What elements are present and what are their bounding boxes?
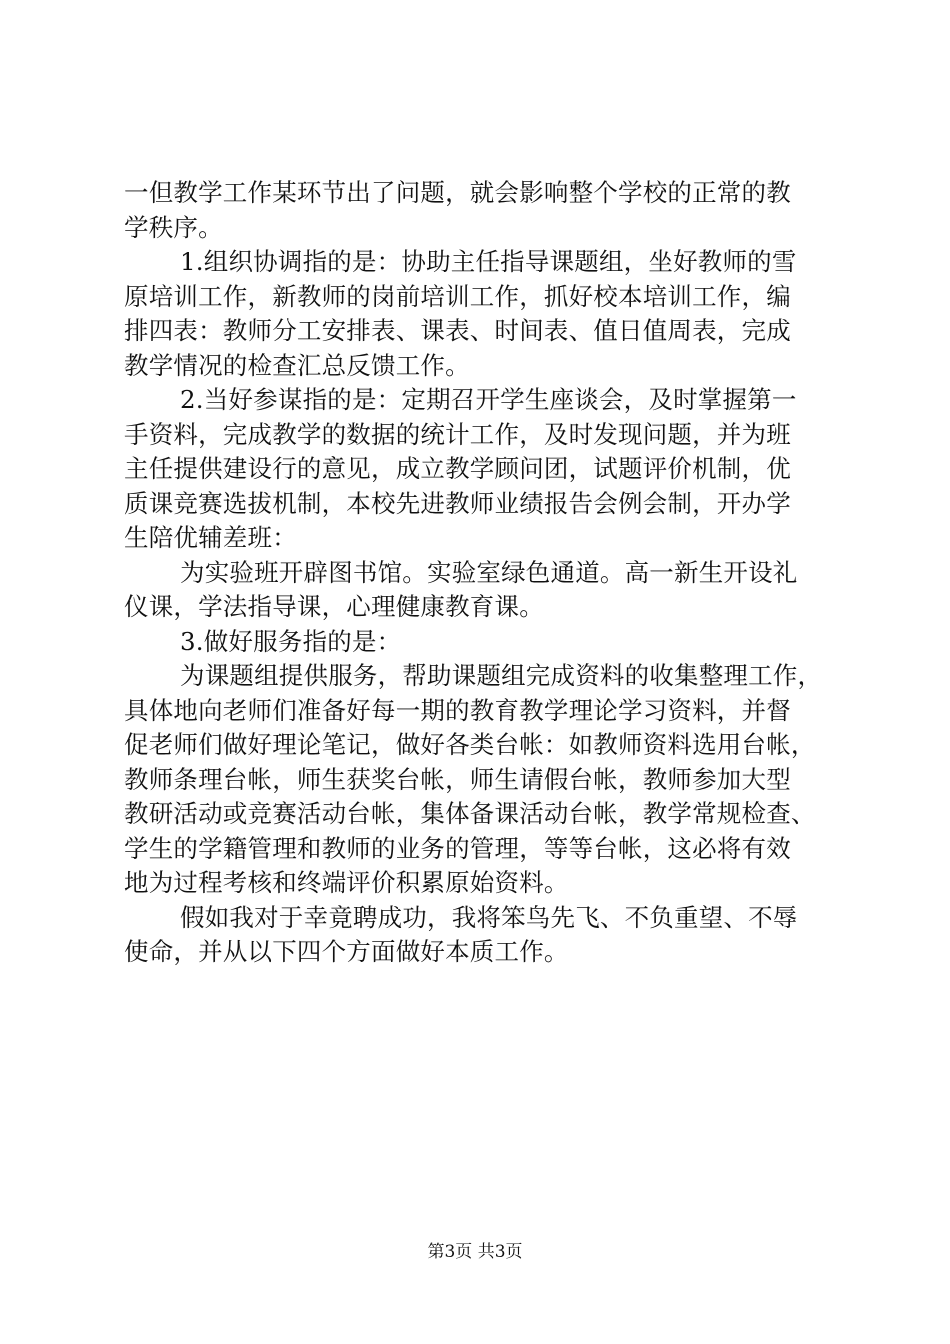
text-line: 排四表：教师分工安排表、课表、时间表、值日值周表，完成 xyxy=(124,316,791,345)
text-line: 1.组织协调指的是：协助主任指导课题组，坐好教师的雪 xyxy=(180,247,797,276)
text-line: 2.当好参谋指的是：定期召开学生座谈会，及时掌握第一 xyxy=(180,385,797,414)
text-line: 具体地向老师们准备好每一期的教育教学理论学习资料，并督 xyxy=(124,695,791,725)
text-line: 主任提供建设行的意见，成立教学顾问团，试题评价机制，优 xyxy=(124,454,791,483)
text-line: 教研活动或竞赛活动台帐，集体备课活动台帐，教学常规检查、 xyxy=(124,799,816,828)
text-line: 仪课，学法指导课，心理健康教育课。 xyxy=(124,592,544,621)
text-line: 使命，并从以下四个方面做好本质工作。 xyxy=(124,937,569,966)
text-line: 一但教学工作某环节出了问题，就会影响整个学校的正常的教 xyxy=(124,178,791,207)
text-line: 3.做好服务指的是： xyxy=(180,626,402,656)
text-line: 手资料，完成教学的数据的统计工作，及时发现问题，并为班 xyxy=(124,419,791,449)
page-footer: 第3页 共3页 xyxy=(427,1242,523,1262)
text-line: 原培训工作，新教师的岗前培训工作，抓好校本培训工作，编 xyxy=(124,281,791,311)
text-line: 为实验班开辟图书馆。实验室绿色通道。高一新生开设礼 xyxy=(180,557,798,587)
text-line: 生陪优辅差班： xyxy=(124,523,297,552)
text-line: 教学情况的检查汇总反馈工作。 xyxy=(124,350,470,380)
document-body xyxy=(124,176,836,970)
text-line: 为课题组提供服务，帮助课题组完成资料的收集整理工作， xyxy=(180,661,823,690)
text-line: 促老师们做好理论笔记，做好各类台帐：如教师资料选用台帐， xyxy=(124,730,816,759)
text-line: 地为过程考核和终端评价积累原始资料。 xyxy=(124,868,569,897)
text-line: 教师条理台帐，师生获奖台帐，师生请假台帐，教师参加大型 xyxy=(124,764,791,794)
text-line: 学秩序。 xyxy=(124,212,223,242)
text-line: 假如我对于幸竟聘成功，我将笨鸟先飞、不负重望、不辱 xyxy=(180,902,798,932)
text-line: 质课竞赛选拔机制，本校先进教师业绩报告会例会制，开办学 xyxy=(124,488,791,518)
text-line: 学生的学籍管理和教师的业务的管理，等等台帐，这必将有效 xyxy=(124,833,791,863)
